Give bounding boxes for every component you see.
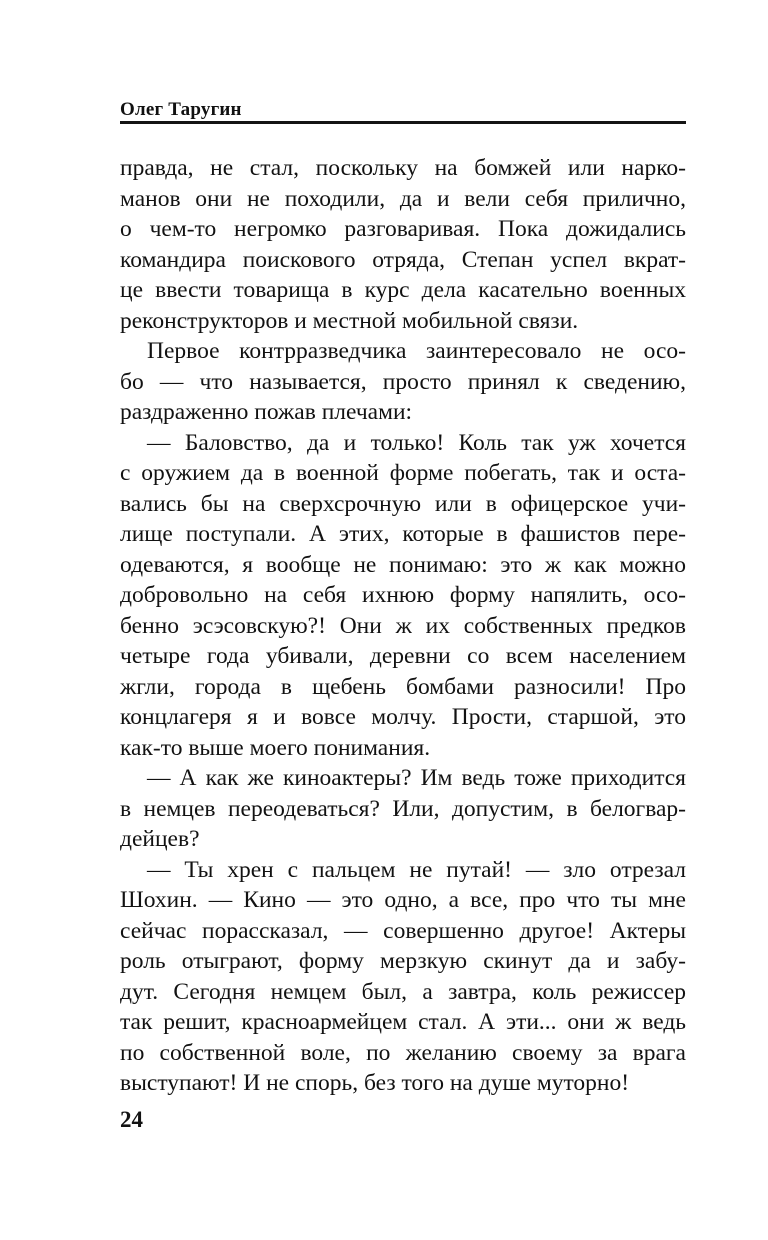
text-line: как-то выше моего понимания. bbox=[120, 734, 431, 761]
text-line: о чем-то негромко разговаривая. Пока дожидались bbox=[120, 216, 686, 242]
page-body bbox=[120, 153, 686, 1099]
text-line: манов они не походили, да и вели себя прилично, bbox=[120, 185, 686, 212]
text-line: вались бы на сверхсрочную или в офицерское учи- bbox=[120, 490, 686, 517]
text-line: добровольно на себя ихнюю форму напялить, осо- bbox=[120, 582, 686, 608]
text-line: четыре года убивали, деревни со всем населением bbox=[120, 643, 686, 669]
text-line: це ввести товарища в курс дела касательно военных bbox=[120, 277, 686, 303]
text-line: Первое контрразведчика заинтересовало не осо- bbox=[147, 338, 686, 364]
text-line: роль отыграют, форму мерзкую скинут да и забу- bbox=[120, 948, 686, 974]
header-rule bbox=[120, 121, 686, 124]
running-header-author: Олег Таругин bbox=[120, 99, 242, 120]
text-line: жгли, города в щебень бомбами разносили! Про bbox=[120, 673, 686, 700]
text-line: — Баловство, да и только! Коль так уж хочется bbox=[147, 429, 686, 456]
text-line: сейчас порассказал, — совершенно другое! Актеры bbox=[120, 917, 686, 944]
text-line: дут. Сегодня немцем был, а завтра, коль режиссер bbox=[120, 978, 686, 1005]
page-number: 24 bbox=[120, 1107, 143, 1132]
text-line: с оружием да в военной форме побегать, так и оста- bbox=[120, 460, 686, 486]
text-line: в немцев переодеваться? Или, допустим, в белогвар- bbox=[120, 795, 686, 822]
text-line: бенно эсэсовскую?! Они ж их собственных предков bbox=[120, 612, 686, 639]
text-line: так решит, красноармейцем стал. А эти... они ж ведь bbox=[120, 1009, 686, 1035]
text-line: раздраженно пожав плечами: bbox=[120, 399, 413, 425]
text-line: правда, не стал, поскольку на бомжей или нарко- bbox=[120, 155, 686, 181]
text-line: по собственной воле, по желанию своему за врага bbox=[120, 1039, 686, 1066]
text-line: дейцев? bbox=[120, 826, 200, 852]
text-line: лище поступали. А этих, которые в фашистов пере- bbox=[120, 521, 686, 547]
text-line: концлагеря я и вовсе молчу. Прости, старшой, это bbox=[120, 704, 686, 730]
text-line: командира поискового отряда, Степан успел вкрат- bbox=[120, 246, 686, 273]
text-line: — А как же киноактеры? Им ведь тоже приходится bbox=[147, 765, 686, 791]
text-line: реконструкторов и местной мобильной связи. bbox=[120, 307, 579, 334]
text-line: одеваются, я вообще не понимаю: это ж как можно bbox=[120, 551, 686, 578]
text-line: бо — что называется, просто принял к сведению, bbox=[120, 368, 686, 395]
text-line: — Ты хрен с пальцем не путай! — зло отрезал bbox=[147, 856, 686, 883]
text-line: выступают! И не спорь, без того на душе муторно! bbox=[120, 1070, 630, 1096]
text-line: Шохин. — Кино — это одно, а все, про что ты мне bbox=[120, 887, 686, 913]
